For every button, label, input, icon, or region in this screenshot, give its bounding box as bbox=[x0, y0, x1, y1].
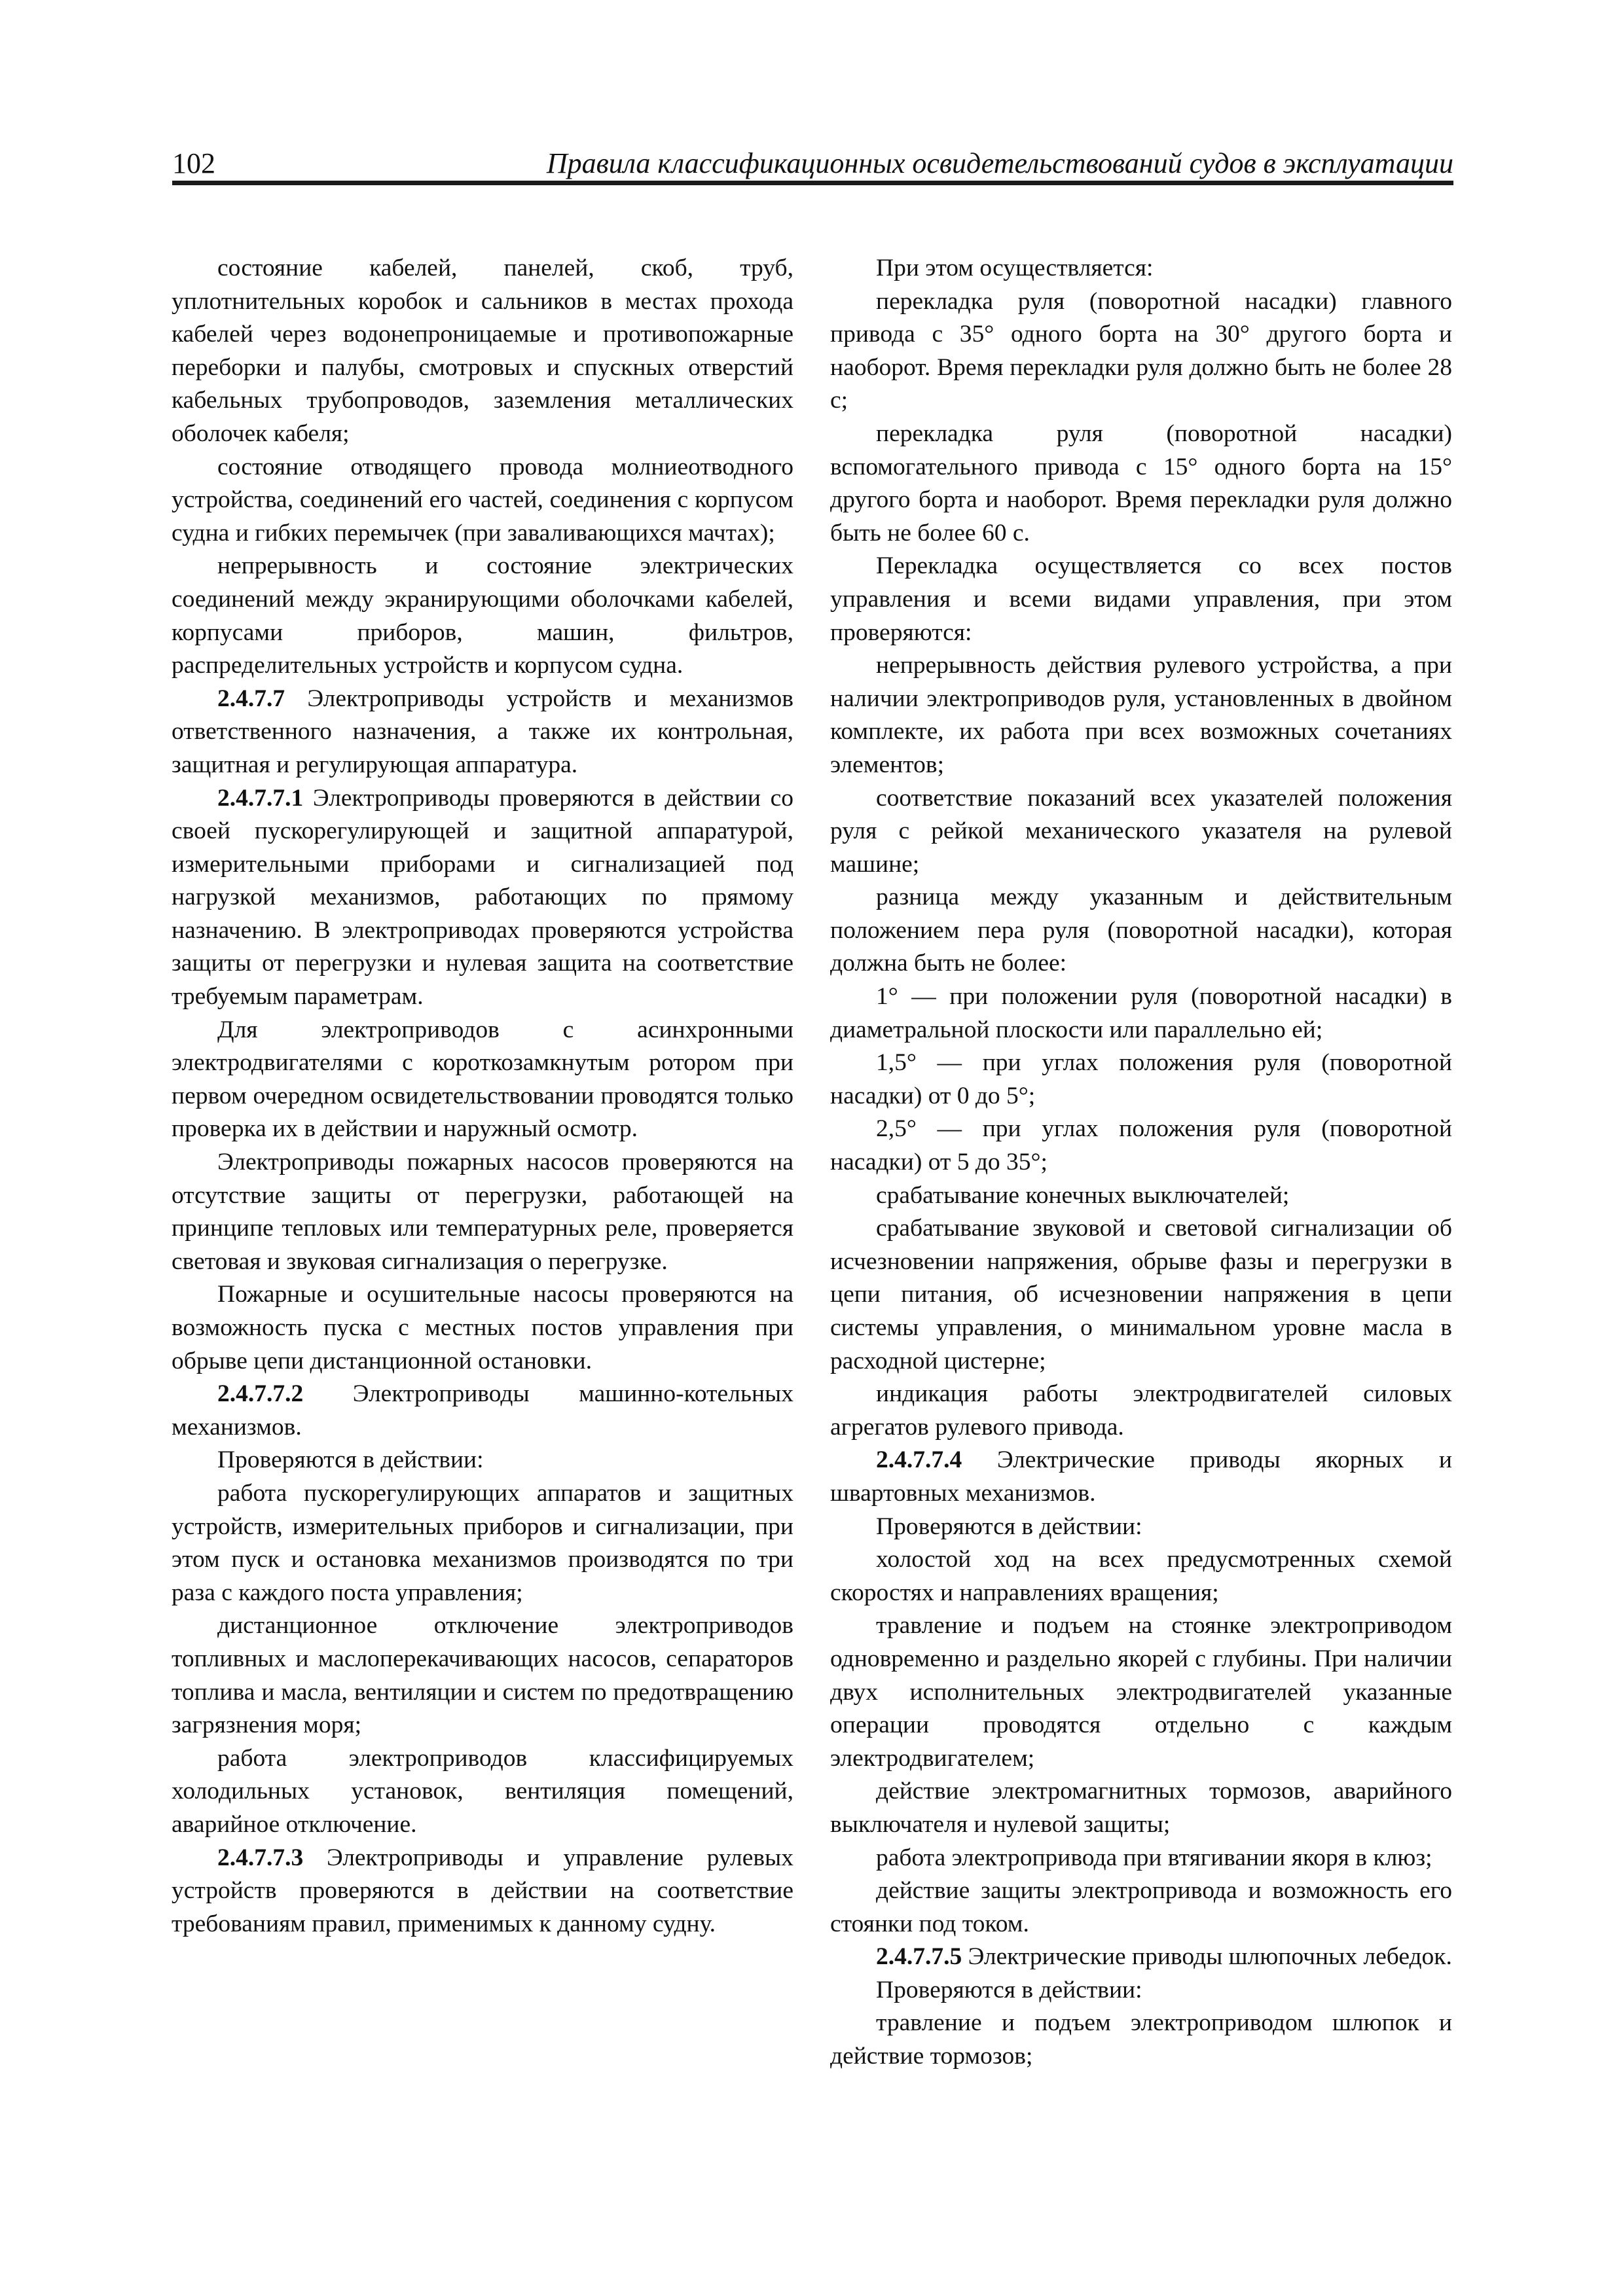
paragraph bbox=[830, 1113, 1452, 1179]
paragraph bbox=[830, 1974, 1452, 2007]
paragraph bbox=[172, 1444, 793, 1477]
section-number: 2.4.7.7.5 bbox=[876, 1943, 962, 1971]
paragraph-text: непрерывность и состояние электрических соединений между экранирующими оболочками кабелей, корпусами приборов, машин, фильтров, распределительных устройств и корпусом судна. bbox=[172, 552, 793, 679]
page-header bbox=[172, 131, 1453, 185]
paragraph bbox=[172, 1014, 793, 1146]
paragraph-text: Электрические приводы якорных и швартовных механизмов. bbox=[830, 1446, 1452, 1507]
paragraph-text: 1,5° — при углах положения руля (поворотной насадки) от 0 до 5°; bbox=[830, 1049, 1452, 1109]
paragraph-text: Пожарные и осушительные насосы проверяются на возможность пуска с местных постов управления при обрыве цепи дистанционной остановки. bbox=[172, 1281, 793, 1374]
paragraph bbox=[172, 252, 793, 451]
paragraph bbox=[830, 1874, 1452, 1941]
paragraph-text: Электроприводы и управление рулевых устройств проверяются в действии на соответствие требованиям правил, применимых к данному судну. bbox=[172, 1844, 793, 1937]
paragraph bbox=[830, 1378, 1452, 1444]
paragraph bbox=[830, 285, 1452, 418]
paragraph bbox=[830, 1941, 1452, 1974]
left-column bbox=[172, 252, 793, 1941]
paragraph-text: работа пускорегулирующих аппаратов и защитных устройств, измерительных приборов и сигнализации, при этом пуск и остановка механизмов производятся по три раза с каждого поста управления; bbox=[172, 1479, 793, 1606]
paragraph bbox=[830, 1047, 1452, 1113]
paragraph-text: Электроприводы проверяются в действии со своей пускорегулирующей и защитной аппаратурой, измерительными приборами и сигнализацией под нагрузкой механизмов, работающих по прямому назначению. В электроприводах проверяются устройства защиты от перегрузки и нулевая защита на соответствие требуемым параметрам. bbox=[172, 784, 793, 1011]
paragraph-text: работа электроприводов классифицируемых холодильных установок, вентиляция помещений, аварийное отключение. bbox=[172, 1744, 793, 1838]
paragraph bbox=[830, 1842, 1452, 1875]
paragraph bbox=[172, 683, 793, 782]
paragraph-text: перекладка руля (поворотной насадки) вспомогательного привода с 15° одного борта на 15° другого борта и наоборот. Время перекладки руля должно быть не более 60 с. bbox=[830, 420, 1452, 547]
paragraph bbox=[830, 1609, 1452, 1775]
paragraph-text: непрерывность действия рулевого устройства, а при наличии электроприводов руля, установленных в двойном комплекте, их работа при всех возможных сочетаниях элементов; bbox=[830, 652, 1452, 778]
page-number: 102 bbox=[172, 147, 215, 179]
paragraph-text: действие защиты электропривода и возможность его стоянки под током. bbox=[830, 1877, 1452, 1937]
paragraph-text: индикация работы электродвигателей силовых агрегатов рулевого привода. bbox=[830, 1380, 1452, 1441]
paragraph-text: состояние отводящего провода молниеотводного устройства, соединений его частей, соединения с корпусом судна и гибких перемычек (при заваливающихся мачтах); bbox=[172, 453, 793, 547]
section-number: 2.4.7.7.1 bbox=[217, 784, 304, 812]
paragraph-text: разница между указанным и действительным положением пера руля (поворотной насадки), которая должна быть не более: bbox=[830, 884, 1452, 977]
paragraph-text: перекладка руля (поворотной насадки) главного привода с 35° одного борта на 30° другого борта и наоборот. Время перекладки руля должно быть не более 28 с; bbox=[830, 287, 1452, 414]
paragraph bbox=[830, 1212, 1452, 1378]
paragraph bbox=[172, 550, 793, 682]
paragraph bbox=[830, 1543, 1452, 1609]
paragraph bbox=[172, 1477, 793, 1609]
paragraph-text: Перекладка осуществляется со всех постов управления и всеми видами управления, при этом проверяются: bbox=[830, 552, 1452, 646]
section-number: 2.4.7.7.4 bbox=[876, 1446, 962, 1474]
paragraph bbox=[172, 1609, 793, 1742]
section-number: 2.4.7.7.2 bbox=[217, 1380, 304, 1408]
paragraph-text: Электрические приводы шлюпочных лебедок. bbox=[962, 1943, 1452, 1971]
paragraph-text: травление и подъем на стоянке электроприводом одновременно и раздельно якорей с глубины. При наличии двух исполнительных электродвигателей указанные операции проводятся отдельно с каждым электродвигателем; bbox=[830, 1612, 1452, 1772]
paragraph-text: действие электромагнитных тормозов, аварийного выключателя и нулевой защиты; bbox=[830, 1778, 1452, 1838]
paragraph-text: холостой ход на всех предусмотренных схемой скоростях и направлениях вращения; bbox=[830, 1546, 1452, 1606]
paragraph bbox=[830, 649, 1452, 781]
paragraph-text: срабатывание звуковой и световой сигнализации об исчезновении напряжения, обрыве фазы и перегрузки в цепи питания, об исчезновении напряжения в цепи системы управления, о минимальном уровне масла в расходной цистерне; bbox=[830, 1215, 1452, 1374]
paragraph bbox=[172, 1842, 793, 1941]
paragraph-text: Электроприводы машинно-котельных механизмов. bbox=[172, 1380, 793, 1441]
paragraph bbox=[830, 1444, 1452, 1510]
paragraph-text: Проверяются в действии: bbox=[876, 1976, 1142, 2003]
paragraph-text: Для электроприводов с асинхронными электродвигателями с короткозамкнутым ротором при первом очередном освидетельствовании проводятся только проверка их в действии и наружный осмотр. bbox=[172, 1016, 793, 1143]
paragraph bbox=[172, 451, 793, 550]
paragraph-text: срабатывание конечных выключателей; bbox=[876, 1181, 1290, 1209]
paragraph-text: травление и подъем электроприводом шлюпок и действие тормозов; bbox=[830, 2009, 1452, 2070]
paragraph bbox=[830, 550, 1452, 649]
paragraph bbox=[830, 2007, 1452, 2073]
running-title: Правила классификационных освидетельствований судов в эксплуатации bbox=[546, 147, 1453, 179]
paragraph-text: состояние кабелей, панелей, скоб, труб, уплотнительных коробок и сальников в местах прохода кабелей через водонепроницаемые и противопожарные переборки и палубы, смотровых и спускных отверстий кабельных трубопроводов, заземления металлических оболочек кабеля; bbox=[172, 255, 793, 447]
paragraph bbox=[830, 980, 1452, 1047]
right-column bbox=[830, 252, 1452, 2073]
paragraph bbox=[830, 1775, 1452, 1841]
paragraph-text: Проверяются в действии: bbox=[217, 1446, 484, 1474]
paragraph-text: 1° — при положении руля (поворотной насадки) в диаметральной плоскости или параллельно ей; bbox=[830, 983, 1452, 1043]
paragraph bbox=[830, 1179, 1452, 1213]
paragraph bbox=[830, 1511, 1452, 1544]
paragraph bbox=[172, 1742, 793, 1842]
paragraph bbox=[172, 1378, 793, 1444]
paragraph bbox=[172, 1146, 793, 1278]
paragraph-text: Проверяются в действии: bbox=[876, 1513, 1142, 1540]
paragraph-text: соответствие показаний всех указателей положения руля с рейкой механического указателя на рулевой машине; bbox=[830, 784, 1452, 878]
paragraph bbox=[830, 418, 1452, 550]
section-number: 2.4.7.7.3 bbox=[217, 1844, 304, 1871]
paragraph-text: работа электропривода при втягивании якоря в клюз; bbox=[876, 1844, 1432, 1871]
paragraph bbox=[830, 782, 1452, 882]
paragraph bbox=[172, 1278, 793, 1378]
paragraph-text: дистанционное отключение электроприводов топливных и маслоперекачивающих насосов, сепараторов топлива и масла, вентиляции и систем по предотвращению загрязнения моря; bbox=[172, 1612, 793, 1739]
paragraph-text: Электроприводы пожарных насосов проверяются на отсутствие защиты от перегрузки, работающей на принципе тепловых или температурных реле, проверяется световая и звуковая сигнализация о перегрузке. bbox=[172, 1149, 793, 1275]
paragraph-text: При этом осуществляется: bbox=[876, 255, 1154, 281]
paragraph-text: Электроприводы устройств и механизмов ответственного назначения, а также их контрольная, защитная и регулирующая аппаратура. bbox=[172, 685, 793, 778]
paragraph bbox=[830, 252, 1452, 285]
paragraph bbox=[172, 782, 793, 1014]
section-number: 2.4.7.7 bbox=[217, 685, 285, 712]
paragraph bbox=[830, 881, 1452, 980]
paragraph-text: 2,5° — при углах положения руля (поворотной насадки) от 5 до 35°; bbox=[830, 1115, 1452, 1176]
